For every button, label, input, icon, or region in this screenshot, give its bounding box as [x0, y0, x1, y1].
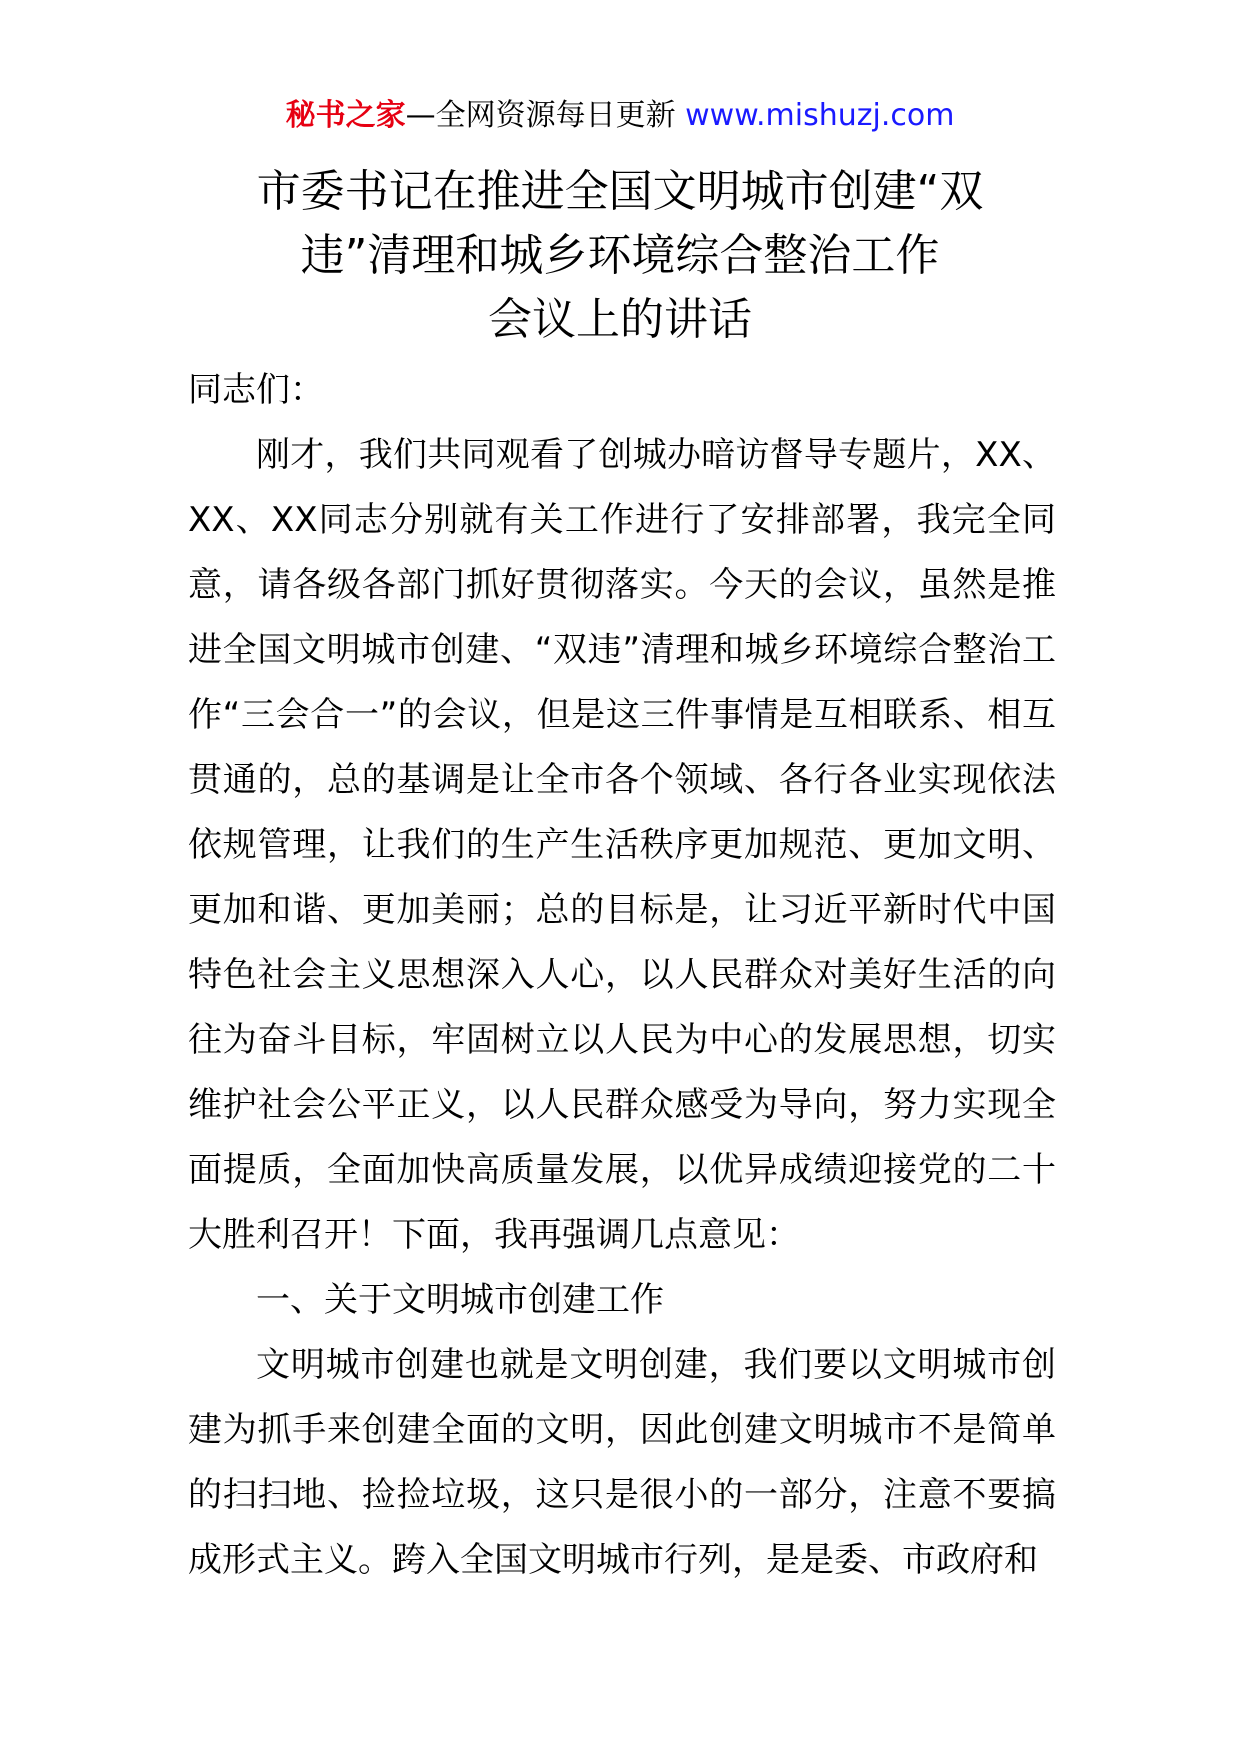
document-body [188, 358, 1056, 1593]
brand-name: 秘书之家 [285, 98, 406, 133]
website-link[interactable]: www.mishuzj.com [685, 98, 955, 133]
paragraph-2: 文明城市创建也就是文明创建，我们要以文明城市创建为抓手来创建全面的文明，因此创建文明城市不是简单的扫扫地、捡捡垃圾，这只是很小的一部分，注意不要搞成形式主义。跨入全国文明城市行列，是是委、市政府和 [188, 1345, 1056, 1580]
salutation: 同志们： [188, 370, 324, 410]
title-line-3: 会议上的讲话 [488, 294, 752, 345]
section-heading-1: 一、关于文明城市创建工作 [256, 1280, 664, 1320]
document-title [160, 160, 1080, 352]
site-header [0, 96, 1240, 136]
header-slogan: —全网资源每日更新 [405, 98, 686, 133]
paragraph-1: 刚才，我们共同观看了创城办暗访督导专题片，XX、XX、XX同志分别就有关工作进行了安排部署，我完全同意，请各级各部门抓好贯彻落实。今天的会议，虽然是推进全国文明城市创建、“双违”清理和城乡环境综合整治工作“三会合一”的会议，但是这三件事情是互相联系、相互贯通的，总的基调是让全市各个领域、各行各业实现依法依规管理，让我们的生产生活秩序更加规范、更加文明、更加和谐、更加美丽；总的目标是，让习近平新时代中国特色社会主义思想深入人心，以人民群众对美好生活的向往为奋斗目标，牢固树立以人民为中心的发展思想，切实维护社会公平正义，以人民群众感受为导向，努力实现全面提质，全面加快高质量发展，以优异成绩迎接党的二十大胜利召开！下面，我再强调几点意见： [188, 435, 1056, 1255]
title-line-2: 违”清理和城乡环境综合整治工作 [300, 230, 940, 281]
title-line-1: 市委书记在推进全国文明城市创建“双 [256, 166, 984, 217]
